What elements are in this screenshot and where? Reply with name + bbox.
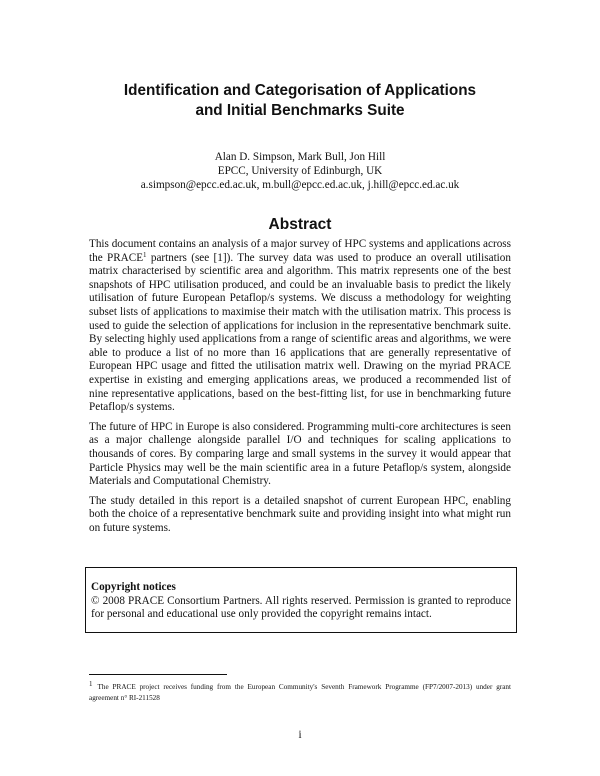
author-names: Alan D. Simpson, Mark Bull, Jon Hill bbox=[214, 151, 386, 163]
copyright-box bbox=[85, 567, 517, 633]
author-block bbox=[60, 150, 540, 192]
footnote-divider bbox=[89, 674, 227, 675]
copyright-title: Copyright notices bbox=[91, 581, 176, 593]
abstract-paragraph-3: The study detailed in this report is a detailed snapshot of current European HPC, enabling both the choice of a representative benchmark suite and providing insight into what might run on future systems. bbox=[89, 494, 511, 534]
footnote bbox=[89, 682, 511, 704]
paper-title bbox=[60, 81, 540, 121]
abstract-heading: Abstract bbox=[268, 216, 332, 233]
author-affiliation: EPCC, University of Edinburgh, UK bbox=[217, 165, 383, 177]
abstract-paragraph-2: The future of HPC in Europe is also considered. Programming multi-core architectures is seen as a major challenge alongside parallel I/O and techniques for scaling applications to thousands of cores. By comparing large and small systems in the survey it would appear that Particle Physics may well be the main scientific area in a future Petaflop/s system, alongside Materials and Computational Chemistry. bbox=[89, 420, 511, 488]
author-emails: a.simpson@epcc.ed.ac.uk, m.bull@epcc.ed.ac.uk, j.hill@epcc.ed.ac.uk bbox=[140, 179, 460, 191]
abstract-p1-start: This document contains an analysis of a major survey of HPC systems and applications across the PRACE bbox=[89, 238, 511, 264]
abstract-p1-rest: partners (see [1]). The survey data was used to produce an overall utilisation matrix characterised by scientific area and algorithm. This matrix represents one of the best snapshots of HPC utilisation produced, and could be an invaluable basis to predict the likely utilisation of future European Petaflop/s systems. We discuss a methodology for weighting subset lists of applications to maximise their match with the utilisation matrix. This process is used to guide the selection of applications for inclusion in the representative benchmark suite. By selecting highly used applications from a range of scientific areas and algorithms, we were able to produce a list of no more than 16 applications that are generally representative of European HPC usage and fitted the utilisation matrix well. Drawing on the myriad PRACE expertise in existing and emerging applications areas, we produced a recommended list of nine representative applications, based on the best-fitting list, for use in benchmarking future Petaflop/s systems. bbox=[89, 251, 511, 414]
footnote-mark: 1 bbox=[89, 680, 93, 688]
abstract-paragraph-1 bbox=[89, 238, 511, 415]
abstract-body bbox=[89, 238, 511, 541]
title-line-1: Identification and Categorisation of Applications bbox=[123, 82, 477, 99]
footnote-text: The PRACE project receives funding from the European Community's Seventh Framework Programme (FP7/2007-2013) under grant agreement n° RI-211528 bbox=[89, 683, 511, 702]
footnote-reference: 1 bbox=[143, 250, 147, 259]
title-line-2: and Initial Benchmarks Suite bbox=[195, 102, 405, 119]
copyright-text: © 2008 PRACE Consortium Partners. All rights reserved. Permission is granted to reproduce for personal and educational use only provided the copyright remains intact. bbox=[91, 594, 511, 621]
page-number: i bbox=[298, 729, 302, 741]
